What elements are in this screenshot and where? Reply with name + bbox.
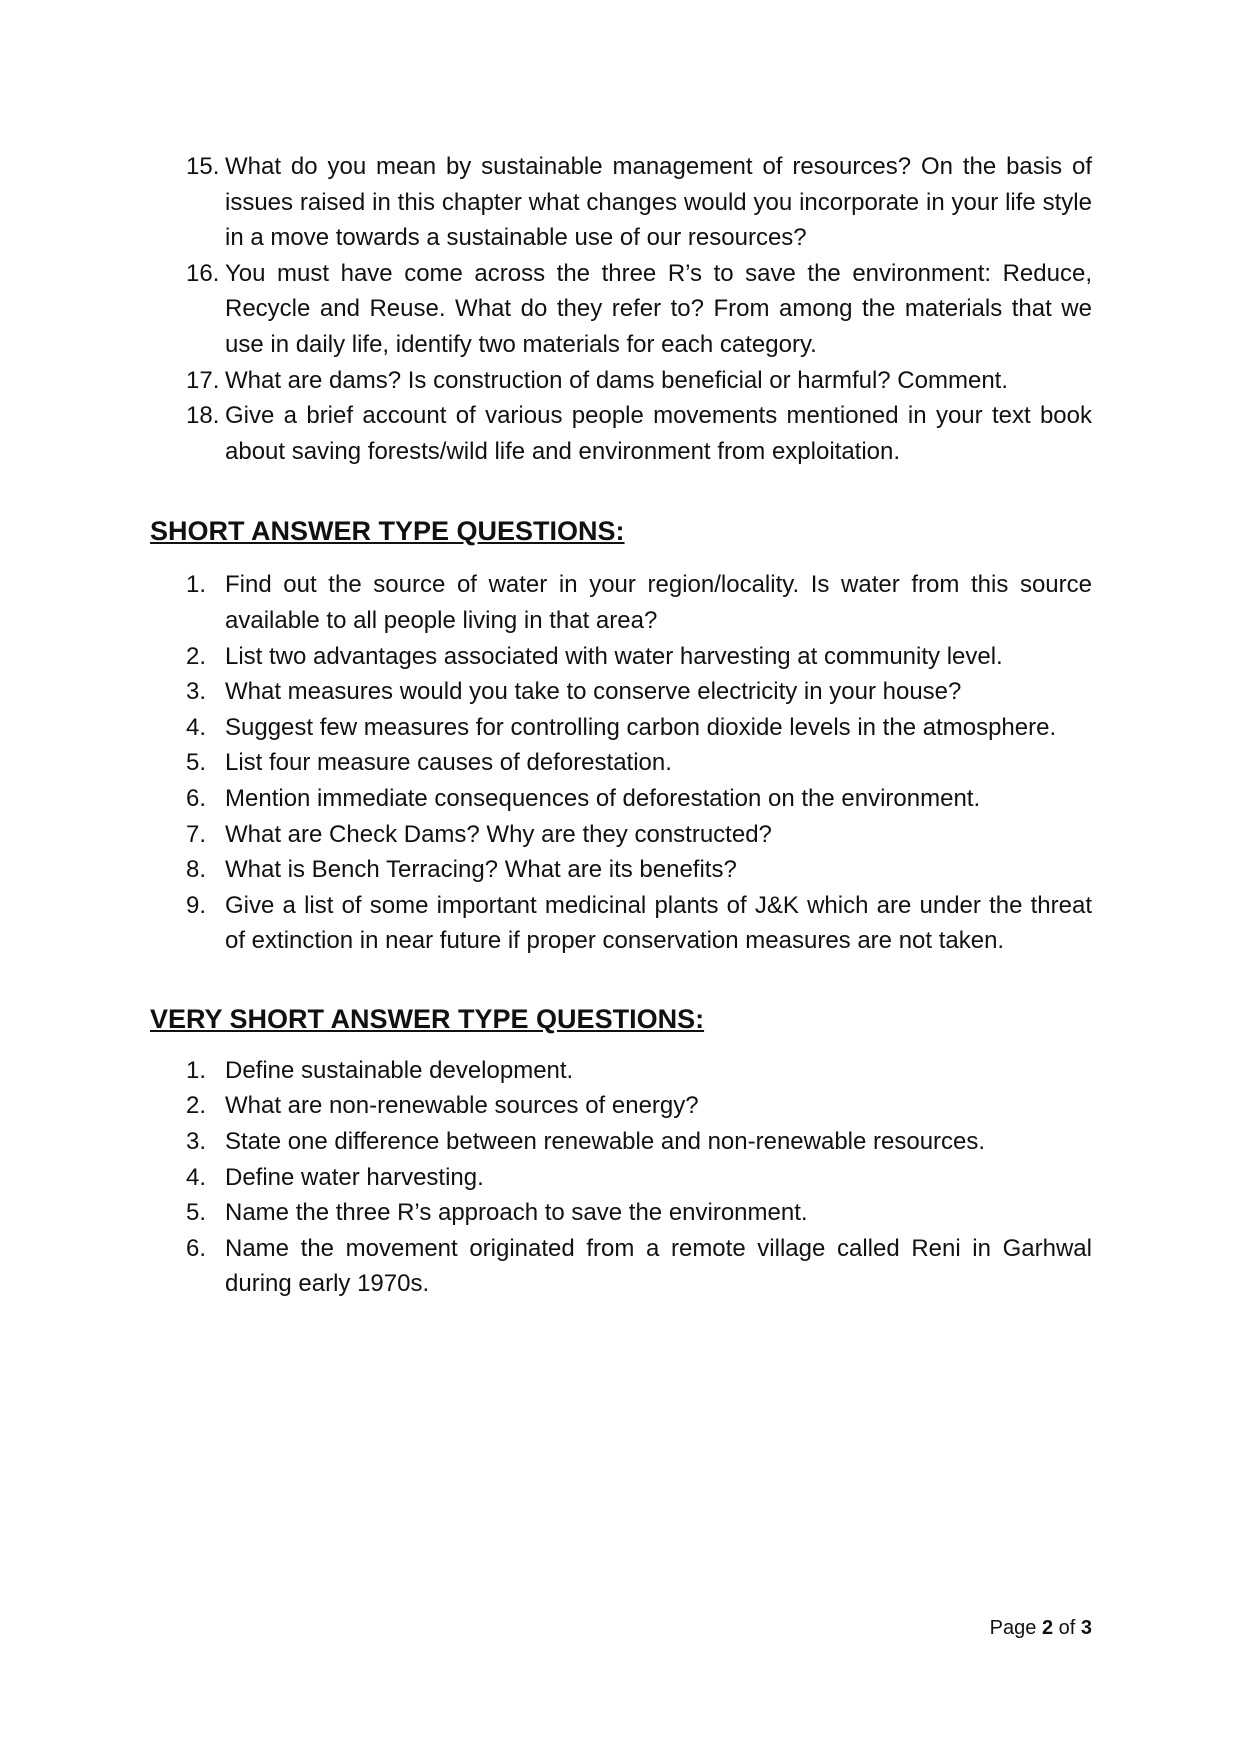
list-item (150, 1160, 1092, 1196)
list-item (150, 852, 1092, 888)
question-number: 3. (186, 678, 207, 706)
question-number: 18. (186, 402, 220, 430)
list-item (150, 817, 1092, 853)
question-text: Suggest few measures for controlling carbon dioxide levels in the atmosphere. (225, 713, 1057, 741)
long-questions-list (150, 149, 1092, 469)
list-item (150, 1053, 1092, 1089)
question-number: 5. (186, 749, 207, 777)
question-text: What is Bench Terracing? What are its benefits? (225, 856, 737, 884)
question-text: Define water harvesting. (225, 1163, 484, 1191)
question-number: 8. (186, 856, 207, 884)
question-text: What are Check Dams? Why are they constructed? (225, 820, 772, 848)
page-number-footer (990, 1614, 1092, 1642)
question-text: Give a list of some important medicinal plants of J&K which are under the threat of extinction in near future if proper conservation measures are not taken. (225, 891, 1092, 955)
list-item (150, 149, 1092, 256)
question-number: 1. (186, 1056, 207, 1084)
question-text: Name the movement originated from a remote village called Reni in Garhwal during early 1970s. (225, 1234, 1092, 1298)
list-item (150, 674, 1092, 710)
list-item (150, 363, 1092, 399)
question-text: Define sustainable development. (225, 1056, 574, 1084)
question-number: 4. (186, 713, 207, 741)
question-number: 6. (186, 1234, 207, 1262)
question-text: What are non-renewable sources of energy? (225, 1092, 699, 1120)
question-number: 7. (186, 820, 207, 848)
list-item (150, 1124, 1092, 1160)
list-item (150, 781, 1092, 817)
section-heading-short-answer: SHORT ANSWER TYPE QUESTIONS: (150, 516, 625, 547)
very-short-answer-list (150, 1053, 1092, 1302)
list-item (150, 398, 1092, 469)
question-number: 1. (186, 571, 207, 599)
question-number: 2. (186, 642, 207, 670)
list-item (150, 1195, 1092, 1231)
list-item (150, 888, 1092, 959)
question-number: 3. (186, 1128, 207, 1156)
list-item (150, 1231, 1092, 1302)
question-number: 9. (186, 891, 207, 919)
question-text: State one difference between renewable and non-renewable resources. (225, 1128, 986, 1156)
list-item (150, 1088, 1092, 1124)
question-number: 6. (186, 784, 207, 812)
question-number: 15. (186, 153, 220, 180)
list-item (150, 639, 1092, 675)
question-number: 16. (186, 259, 220, 287)
question-text: What are dams? Is construction of dams beneficial or harmful? Comment. (225, 366, 1008, 394)
question-number: 17. (186, 366, 220, 394)
short-answer-list (150, 567, 1092, 959)
list-item (150, 256, 1092, 363)
question-text: You must have come across the three R’s to save the environment: Reduce, Recycle and Reuse. What do they refer to? From among the materials that we use in daily life, identify two materials for each category. (225, 259, 1092, 358)
list-item (150, 567, 1092, 638)
question-number: 2. (186, 1092, 207, 1120)
question-text: Mention immediate consequences of deforestation on the environment. (225, 784, 981, 812)
question-text: List four measure causes of deforestation. (225, 749, 672, 777)
question-number: 5. (186, 1199, 207, 1227)
question-text: What do you mean by sustainable management of resources? On the basis of issues raised in this chapter what changes would you incorporate in your life style in a move towards a sustainable use of our resources? (225, 153, 1092, 252)
question-text: Give a brief account of various people movements mentioned in your text book about saving forests/wild life and environment from exploitation. (225, 402, 1092, 465)
page-of-label: of (1058, 1617, 1076, 1639)
page-label: Page (989, 1617, 1037, 1639)
list-item (150, 745, 1092, 781)
question-text: List two advantages associated with water harvesting at community level. (225, 642, 1003, 670)
section-heading-very-short-answer: VERY SHORT ANSWER TYPE QUESTIONS: (150, 1003, 705, 1034)
current-page-number: 2 (1041, 1617, 1054, 1639)
question-text: Find out the source of water in your region/locality. Is water from this source available to all people living in that area? (225, 571, 1092, 634)
question-text: Name the three R’s approach to save the environment. (225, 1199, 808, 1227)
question-text: What measures would you take to conserve electricity in your house? (225, 678, 962, 706)
question-number: 4. (186, 1163, 207, 1191)
list-item (150, 710, 1092, 746)
page-content (150, 149, 1092, 1302)
total-pages-number: 3 (1080, 1617, 1092, 1639)
